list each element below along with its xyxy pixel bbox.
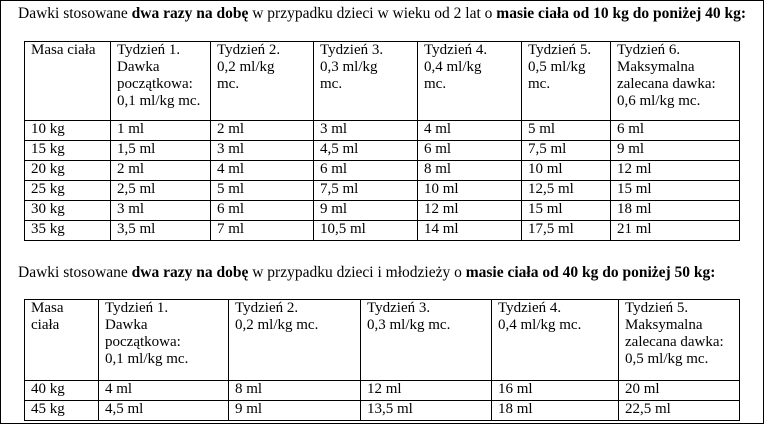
dose-cell: 12 ml <box>418 201 522 221</box>
dose-cell: 22,5 ml <box>619 401 740 421</box>
dose-cell: 4,5 ml <box>314 141 418 161</box>
header-text: mc. <box>217 76 240 92</box>
header-cell <box>25 42 111 121</box>
dose-cell: 4 ml <box>211 161 314 181</box>
header-text: zalecana dawka: <box>617 76 716 92</box>
header-text: Dawka <box>105 317 148 333</box>
header-text: zalecana dawka: <box>625 334 724 350</box>
header-text: mc. <box>528 76 551 92</box>
header-text: 0,1 ml/kg mc. <box>117 93 201 109</box>
dose-cell: 17,5 ml <box>522 221 611 241</box>
header-cell <box>418 42 522 121</box>
header-text: Maksymalna <box>625 317 703 333</box>
header-cell <box>314 42 418 121</box>
table-row <box>25 141 740 161</box>
dose-cell: 3 ml <box>314 121 418 141</box>
dose-cell: 3,5 ml <box>111 221 211 241</box>
dose-cell: 8 ml <box>418 161 522 181</box>
dosage-table-10-40kg <box>24 41 740 241</box>
dose-cell: 2 ml <box>111 161 211 181</box>
dose-cell: 15 ml <box>611 181 740 201</box>
dose-cell: 6 ml <box>611 121 740 141</box>
header-text: Maksymalna <box>617 59 695 75</box>
table-header-row <box>25 300 740 381</box>
header-cell <box>361 300 492 381</box>
section1-caption: Dawki stosowane dwa razy na dobę w przypadku dzieci w wieku od 2 lat o masie ciała od 10 kg do poniżej 40 kg: <box>18 5 747 22</box>
weight-cell: 30 kg <box>25 201 111 221</box>
dose-cell: 12 ml <box>611 161 740 181</box>
dose-cell: 6 ml <box>314 161 418 181</box>
weight-cell: 15 kg <box>25 141 111 161</box>
header-text: 0,2 ml/kg mc. <box>235 317 319 333</box>
header-text: 0,5 ml/kg <box>528 59 586 75</box>
dose-cell: 7,5 ml <box>522 141 611 161</box>
weight-cell: 35 kg <box>25 221 111 241</box>
header-text: Tydzień 1. <box>105 300 169 316</box>
header-text: 0,2 ml/kg <box>217 59 275 75</box>
header-cell <box>229 300 361 381</box>
dose-cell: 9 ml <box>229 401 361 421</box>
header-text: Tydzień 2. <box>217 42 281 58</box>
header-text: ciała <box>31 317 60 333</box>
table-row <box>25 221 740 241</box>
weight-cell: 20 kg <box>25 161 111 181</box>
dose-cell: 18 ml <box>492 401 619 421</box>
dosage-table-40-50kg <box>24 299 740 421</box>
dose-cell: 12,5 ml <box>522 181 611 201</box>
header-text: 0,4 ml/kg mc. <box>498 317 582 333</box>
header-text: Tydzień 2. <box>235 300 299 316</box>
dose-cell: 14 ml <box>418 221 522 241</box>
header-text: 0,3 ml/kg <box>320 59 378 75</box>
header-text: 0,1 ml/kg mc. <box>105 351 189 367</box>
dose-cell: 6 ml <box>418 141 522 161</box>
dose-cell: 4 ml <box>99 381 229 401</box>
dose-cell: 20 ml <box>619 381 740 401</box>
header-text: Masa ciała <box>31 42 96 58</box>
header-cell <box>25 300 99 381</box>
header-text: mc. <box>320 76 343 92</box>
dose-cell: 15 ml <box>522 201 611 221</box>
header-text: Dawka <box>117 59 160 75</box>
dose-cell: 3 ml <box>111 201 211 221</box>
weight-cell: 45 kg <box>25 401 99 421</box>
dose-cell: 4,5 ml <box>99 401 229 421</box>
header-text: Tydzień 4. <box>424 42 488 58</box>
dose-cell: 18 ml <box>611 201 740 221</box>
header-text: 0,5 ml/kg mc. <box>625 351 709 367</box>
table-row <box>25 161 740 181</box>
header-cell <box>619 300 740 381</box>
header-text: 0,6 ml/kg mc. <box>617 93 701 109</box>
header-text: Tydzień 3. <box>320 42 384 58</box>
table-row <box>25 381 740 401</box>
header-text: początkowa: <box>117 76 193 92</box>
dose-cell: 12 ml <box>361 381 492 401</box>
dose-cell: 10 ml <box>418 181 522 201</box>
weight-cell: 40 kg <box>25 381 99 401</box>
dose-cell: 9 ml <box>611 141 740 161</box>
dose-cell: 5 ml <box>522 121 611 141</box>
header-text: Tydzień 5. <box>625 300 689 316</box>
table-row <box>25 401 740 421</box>
dose-cell: 9 ml <box>314 201 418 221</box>
weight-cell: 10 kg <box>25 121 111 141</box>
header-text: Tydzień 1. <box>117 42 181 58</box>
header-text: Tydzień 5. <box>528 42 592 58</box>
dose-cell: 10,5 ml <box>314 221 418 241</box>
header-text: 0,3 ml/kg mc. <box>367 317 451 333</box>
header-cell <box>211 42 314 121</box>
table-header-row <box>25 42 740 121</box>
dose-cell: 6 ml <box>211 201 314 221</box>
dose-cell: 16 ml <box>492 381 619 401</box>
dose-cell: 5 ml <box>211 181 314 201</box>
table-row <box>25 121 740 141</box>
header-cell <box>522 42 611 121</box>
header-cell <box>611 42 740 121</box>
header-text: 0,4 ml/kg <box>424 59 482 75</box>
weight-cell: 25 kg <box>25 181 111 201</box>
table-row <box>25 201 740 221</box>
header-text: Tydzień 3. <box>367 300 431 316</box>
dose-cell: 7,5 ml <box>314 181 418 201</box>
dose-cell: 13,5 ml <box>361 401 492 421</box>
header-cell <box>111 42 211 121</box>
dose-cell: 4 ml <box>418 121 522 141</box>
header-text: Tydzień 4. <box>498 300 562 316</box>
dose-cell: 21 ml <box>611 221 740 241</box>
dose-cell: 7 ml <box>211 221 314 241</box>
dose-cell: 1 ml <box>111 121 211 141</box>
header-text: Masa <box>31 300 64 316</box>
header-text: początkowa: <box>105 334 181 350</box>
dose-cell: 1,5 ml <box>111 141 211 161</box>
dose-cell: 8 ml <box>229 381 361 401</box>
table-row <box>25 181 740 201</box>
header-text: Tydzień 6. <box>617 42 681 58</box>
dose-cell: 3 ml <box>211 141 314 161</box>
header-cell <box>99 300 229 381</box>
dose-cell: 2,5 ml <box>111 181 211 201</box>
header-cell <box>492 300 619 381</box>
header-text: mc. <box>424 76 447 92</box>
dose-cell: 2 ml <box>211 121 314 141</box>
dose-cell: 10 ml <box>522 161 611 181</box>
section2-caption: Dawki stosowane dwa razy na dobę w przypadku dzieci i młodzieży o masie ciała od 40 kg do poniżej 50 kg: <box>18 264 716 281</box>
